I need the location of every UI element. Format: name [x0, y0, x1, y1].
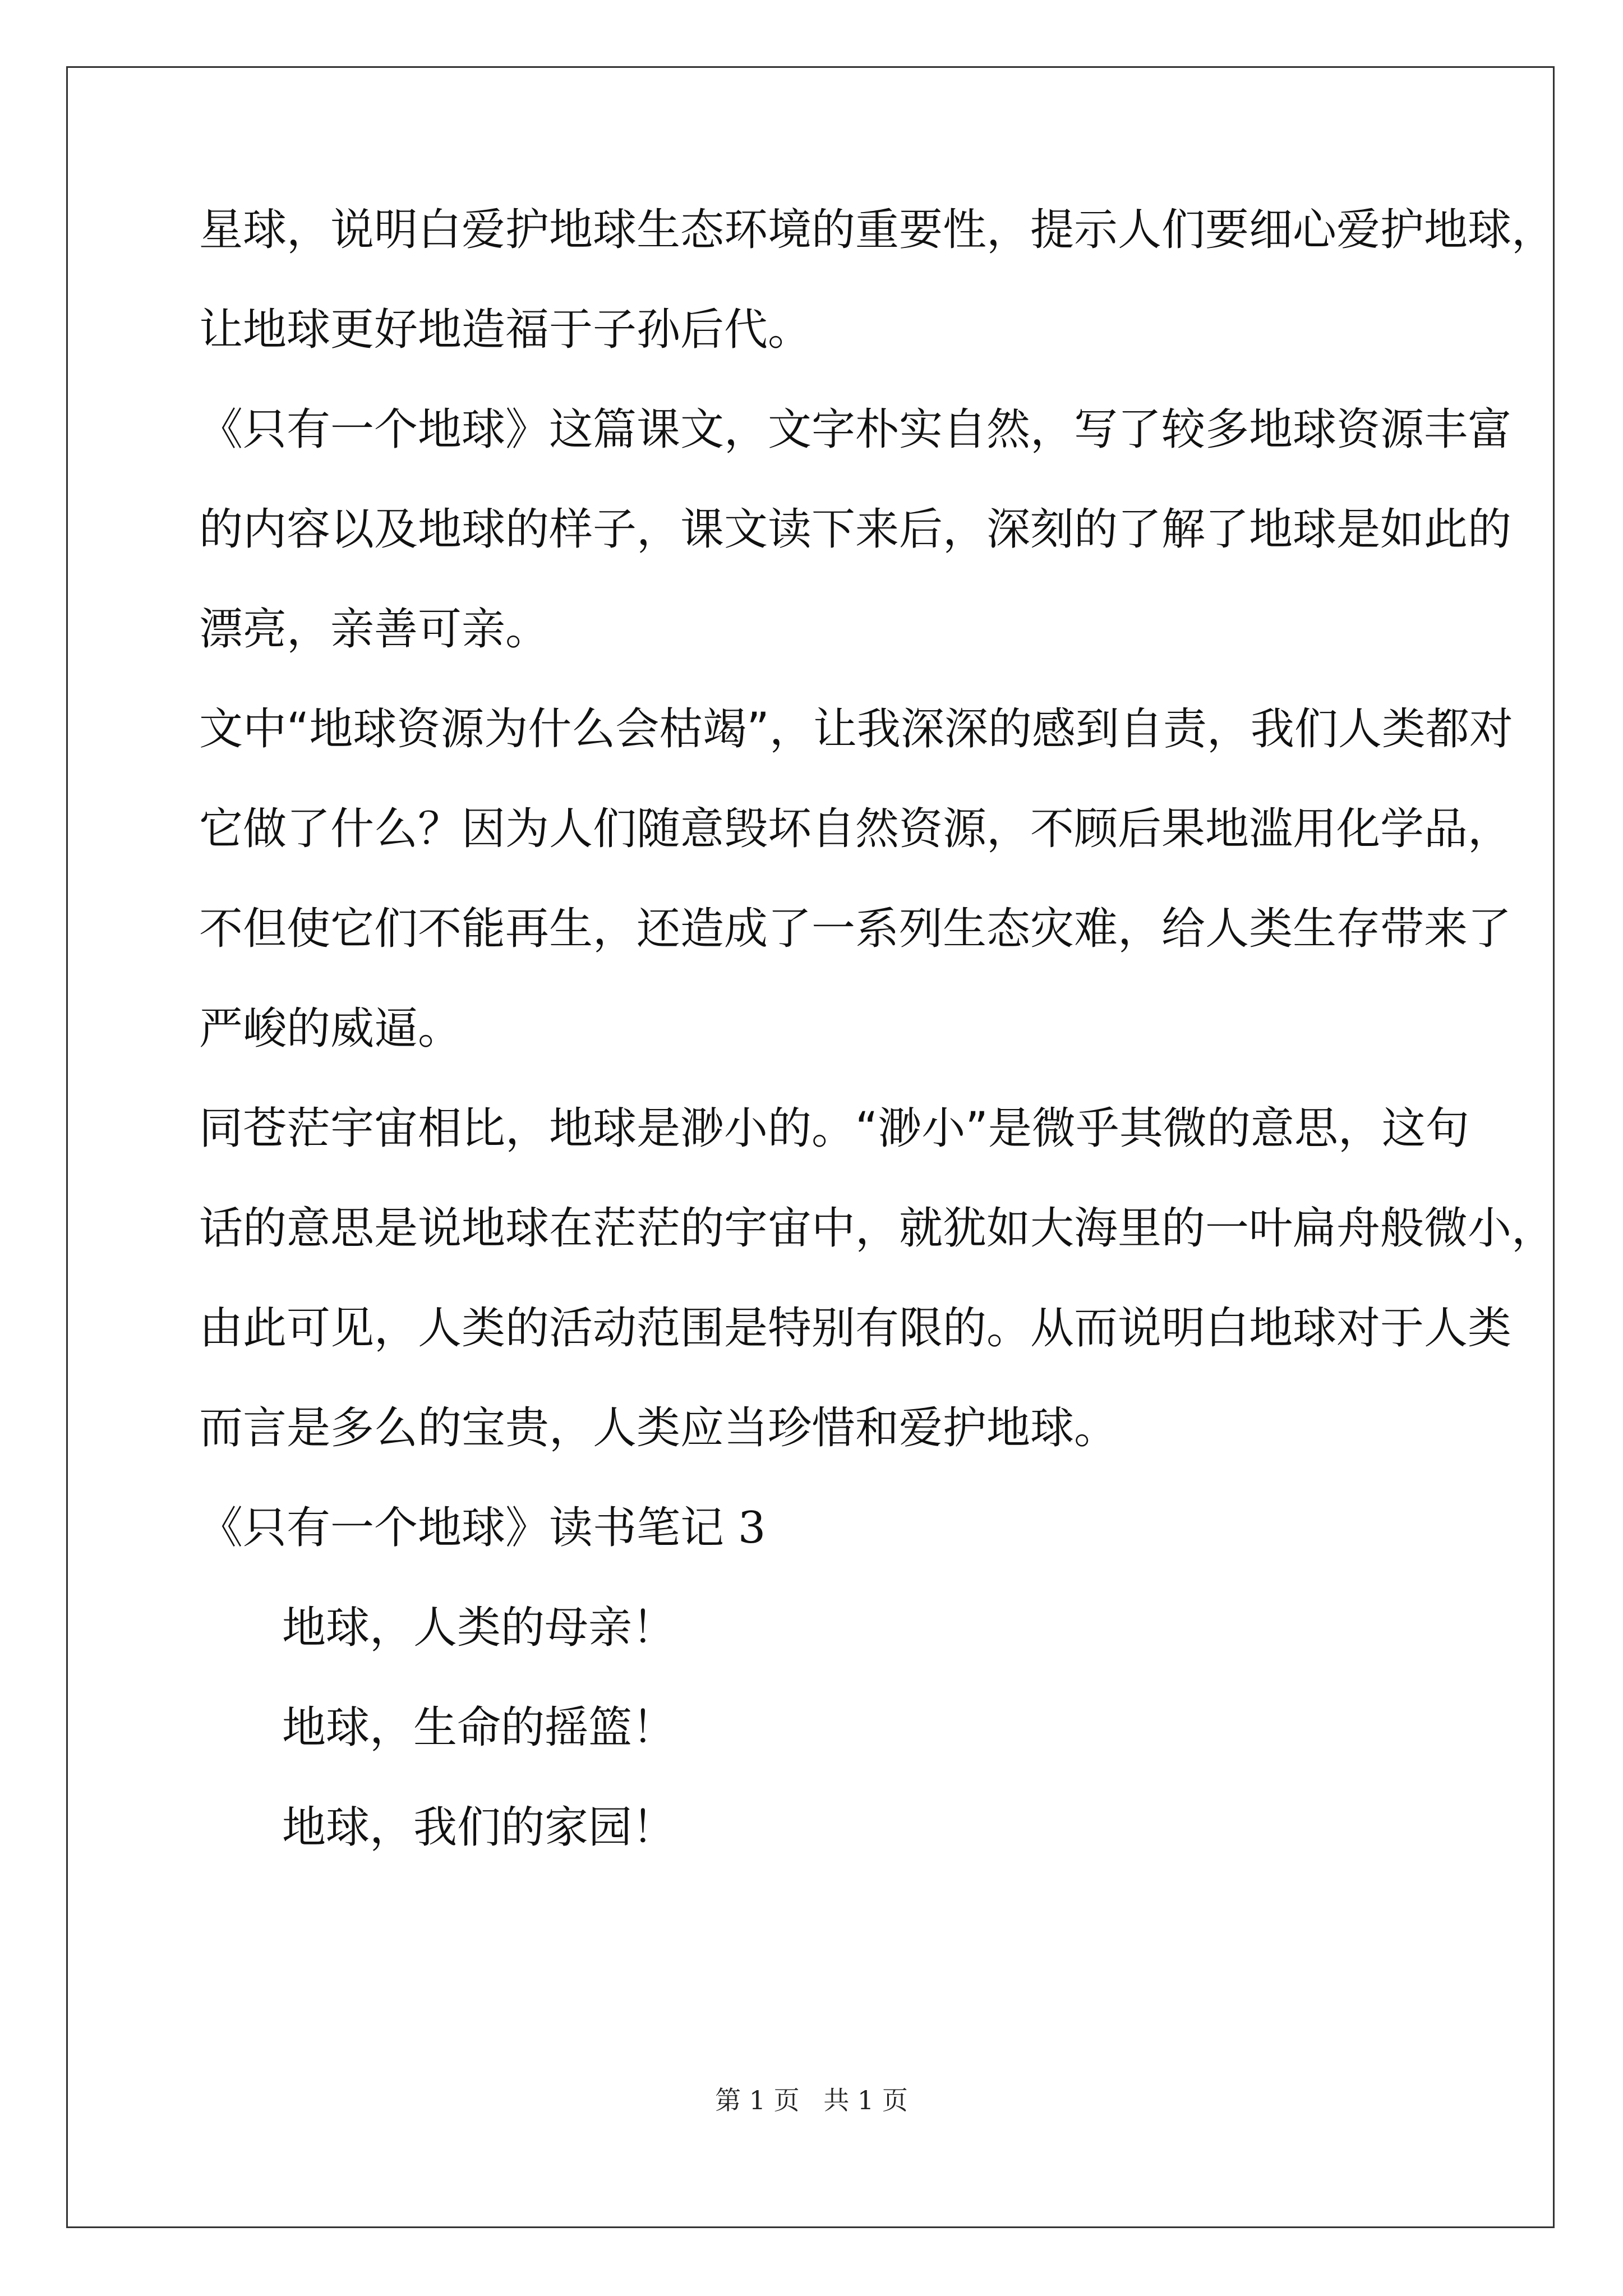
text-line: 不但使它们不能再生，还造成了一系列生态灾难，给人类生存带来了 — [199, 904, 1512, 954]
poem-line: 地球，人类的母亲！ — [282, 1603, 676, 1653]
text-line: 漂亮，亲善可亲。 — [199, 604, 550, 655]
poem-line: 地球，我们的家园！ — [282, 1802, 676, 1853]
page-footer — [0, 2086, 1623, 2115]
text-line: 由此可见，人类的活动范围是特别有限的。从而说明白地球对于人类 — [199, 1303, 1512, 1354]
text-line: 严峻的威逼。 — [199, 1004, 462, 1054]
document-body — [199, 205, 1556, 1853]
text-line: 的内容以及地球的样子，课文读下来后，深刻的了解了地球是如此的 — [199, 504, 1512, 555]
text-line: 星球，说明白爱护地球生态环境的重要性，提示人们要细心爱护地球， — [199, 205, 1556, 255]
section-heading: 《只有一个地球》读书笔记 3 — [199, 1503, 766, 1553]
text-line: 话的意思是说地球在茫茫的宇宙中，就犹如大海里的一叶扁舟般微小， — [199, 1203, 1556, 1254]
page-total: 共 1 页 — [823, 2085, 908, 2115]
text-line: 它做了什么？因为人们随意毁坏自然资源，不顾后果地滥用化学品， — [199, 804, 1512, 854]
text-line: 让地球更好地造福于子孙后代。 — [199, 305, 812, 355]
text-line: 文中“地球资源为什么会枯竭”，让我深深的感到自责，我们人类都对 — [199, 704, 1513, 754]
text-line: 同苍茫宇宙相比，地球是渺小的。“渺小”是微乎其微的意思，这句 — [199, 1103, 1469, 1154]
text-line: 《只有一个地球》这篇课文，文字朴实自然，写了较多地球资源丰富 — [199, 404, 1512, 455]
poem-line: 地球，生命的摇篮！ — [282, 1703, 676, 1753]
text-line: 而言是多么的宝贵，人类应当珍惜和爱护地球。 — [199, 1403, 1118, 1453]
page-number: 第 1 页 — [715, 2085, 800, 2115]
